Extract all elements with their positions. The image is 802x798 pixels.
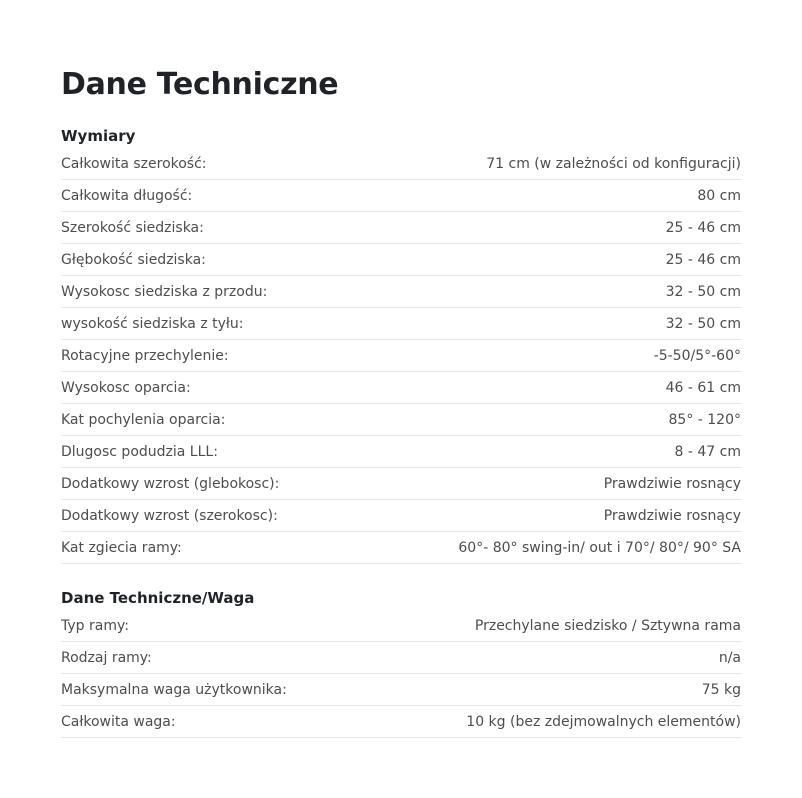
spec-row (61, 706, 741, 738)
spec-row (61, 308, 741, 340)
spec-value: 85° - 120° (668, 411, 741, 428)
spec-row (61, 276, 741, 308)
spec-label: wysokość siedziska z tyłu: (61, 315, 244, 332)
spec-label: Typ ramy: (61, 617, 129, 634)
spec-value: 32 - 50 cm (665, 315, 741, 332)
spec-value: Prawdziwie rosnący (603, 507, 741, 524)
spec-value: 8 - 47 cm (674, 443, 741, 460)
spec-row (61, 436, 741, 468)
spec-row (61, 180, 741, 212)
spec-row (61, 372, 741, 404)
section-technical-weight (61, 588, 741, 738)
spec-row (61, 500, 741, 532)
spec-label: Wysokosc oparcia: (61, 379, 191, 396)
spec-row (61, 468, 741, 500)
spec-label: Dlugosc podudzia LLL: (61, 443, 218, 460)
spec-label: Kat pochylenia oparcia: (61, 411, 226, 428)
spec-label: Całkowita waga: (61, 713, 176, 730)
spec-label: Maksymalna waga użytkownika: (61, 681, 287, 698)
spec-value: 32 - 50 cm (665, 283, 741, 300)
spec-value: 60°- 80° swing-in/ out i 70°/ 80°/ 90° SA (458, 539, 741, 556)
spec-row (61, 148, 741, 180)
spec-value: Prawdziwie rosnący (603, 475, 741, 492)
section-dimensions (61, 126, 741, 564)
spec-row (61, 642, 741, 674)
section-heading: Dane Techniczne/Waga (61, 589, 255, 607)
spec-table (61, 148, 741, 564)
spec-label: Rodzaj ramy: (61, 649, 152, 666)
spec-row (61, 404, 741, 436)
spec-label: Kat zgiecia ramy: (61, 539, 182, 556)
spec-label: Szerokość siedziska: (61, 219, 204, 236)
spec-value: Przechylane siedzisko / Sztywna rama (474, 617, 741, 634)
spec-value: 10 kg (bez zdejmowalnych elementów) (466, 713, 741, 730)
spec-table (61, 610, 741, 738)
spec-value: 25 - 46 cm (665, 251, 741, 268)
spec-label: Dodatkowy wzrost (szerokosc): (61, 507, 278, 524)
spec-value: -5-50/5°-60° (653, 347, 741, 364)
spec-value: 25 - 46 cm (665, 219, 741, 236)
spec-value: 75 kg (701, 681, 741, 698)
spec-label: Wysokosc siedziska z przodu: (61, 283, 268, 300)
spec-row (61, 340, 741, 372)
spec-label: Dodatkowy wzrost (glebokosc): (61, 475, 280, 492)
spec-value: 71 cm (w zależności od konfiguracji) (486, 155, 741, 172)
section-heading: Wymiary (61, 127, 136, 145)
spec-label: Głębokość siedziska: (61, 251, 206, 268)
spec-label: Rotacyjne przechylenie: (61, 347, 229, 364)
spec-value: 80 cm (697, 187, 741, 204)
spec-row (61, 674, 741, 706)
spec-label: Całkowita długość: (61, 187, 193, 204)
spec-row (61, 610, 741, 642)
page-title: Dane Techniczne (61, 67, 339, 102)
spec-row (61, 212, 741, 244)
spec-row (61, 532, 741, 564)
spec-row (61, 244, 741, 276)
spec-value: n/a (718, 649, 741, 666)
spec-label: Całkowita szerokość: (61, 155, 207, 172)
spec-value: 46 - 61 cm (665, 379, 741, 396)
